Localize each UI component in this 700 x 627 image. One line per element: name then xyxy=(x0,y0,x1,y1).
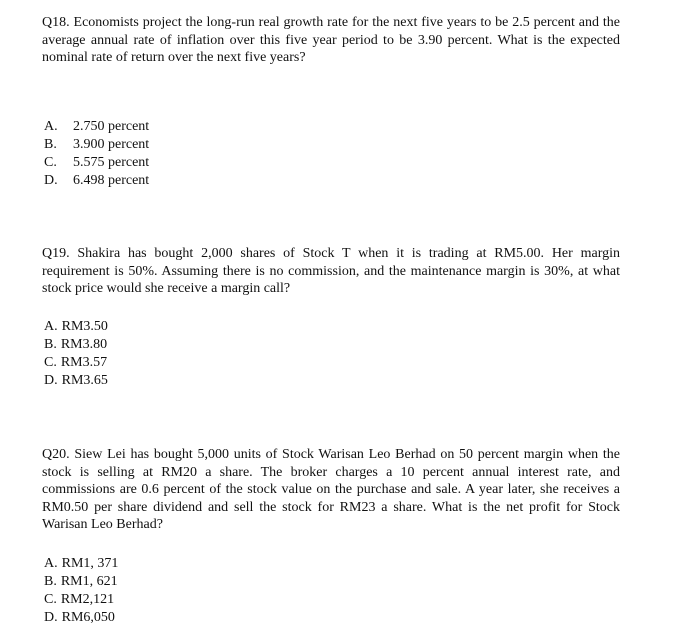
option-text: 5.575 percent xyxy=(73,155,150,170)
option-d xyxy=(44,609,118,627)
option-letter: C. xyxy=(44,592,57,607)
option-c xyxy=(44,591,118,609)
option-letter: C. xyxy=(44,155,57,170)
option-letter: A. xyxy=(44,556,58,571)
option-a xyxy=(44,118,149,136)
option-letter: A. xyxy=(44,319,58,334)
option-letter: B. xyxy=(44,337,57,352)
option-b xyxy=(44,573,118,591)
question-text: Q20. Siew Lei has bought 5,000 units of Stock Warisan Leo Berhad on 50 percent margin when the stock is selling at RM20 a share. The broker charges a 10 percent annual interest rate, and commissions are 0.6 percent of the stock value on the purchase and sale. A year later, she receives a RM0.50 per share dividend and sell the stock for RM23 a share. What is the net profit for Stock Warisan Leo Berhad? xyxy=(42,447,620,532)
option-text: 6.498 percent xyxy=(73,173,150,188)
question-text: Q18. Economists project the long-run real growth rate for the next five years to be 2.5 percent and the average annual rate of inflation over this five year period to be 3.90 percent. What is the expected nominal rate of return over the next five years? xyxy=(42,15,620,65)
option-a xyxy=(44,318,108,336)
option-text: RM3.65 xyxy=(61,373,108,388)
option-text: RM3.80 xyxy=(60,337,108,352)
options-list-q18 xyxy=(44,118,149,190)
option-letter: D. xyxy=(44,610,58,625)
question-text: Q19. Shakira has bought 2,000 shares of Stock T when it is trading at RM5.00. Her margin requirement is 50%. Assuming there is no commission, and the maintenance margin is 30%, at what stock price would she receive a margin call? xyxy=(42,246,620,296)
option-letter: B. xyxy=(44,574,57,589)
option-text: RM1, 371 xyxy=(61,556,119,571)
option-d xyxy=(44,372,108,390)
option-text: RM6,050 xyxy=(61,610,115,625)
option-text: RM2,121 xyxy=(60,592,115,607)
option-c xyxy=(44,354,108,372)
option-text: RM3.50 xyxy=(61,319,108,334)
option-letter: A. xyxy=(44,119,58,134)
option-letter: C. xyxy=(44,355,57,370)
question-q20 xyxy=(42,446,620,534)
option-text: RM1, 621 xyxy=(60,574,118,589)
option-text: 2.750 percent xyxy=(73,119,150,134)
question-q18 xyxy=(42,14,620,67)
option-d xyxy=(44,172,149,190)
options-list-q20 xyxy=(44,555,118,627)
option-letter: D. xyxy=(44,373,58,388)
option-letter: B. xyxy=(44,137,57,152)
option-a xyxy=(44,555,118,573)
option-letter: D. xyxy=(44,173,58,188)
option-text: RM3.57 xyxy=(60,355,108,370)
option-b xyxy=(44,136,149,154)
options-list-q19 xyxy=(44,318,108,390)
option-text: 3.900 percent xyxy=(73,137,150,152)
option-b xyxy=(44,336,108,354)
option-c xyxy=(44,154,149,172)
question-q19 xyxy=(42,245,620,298)
